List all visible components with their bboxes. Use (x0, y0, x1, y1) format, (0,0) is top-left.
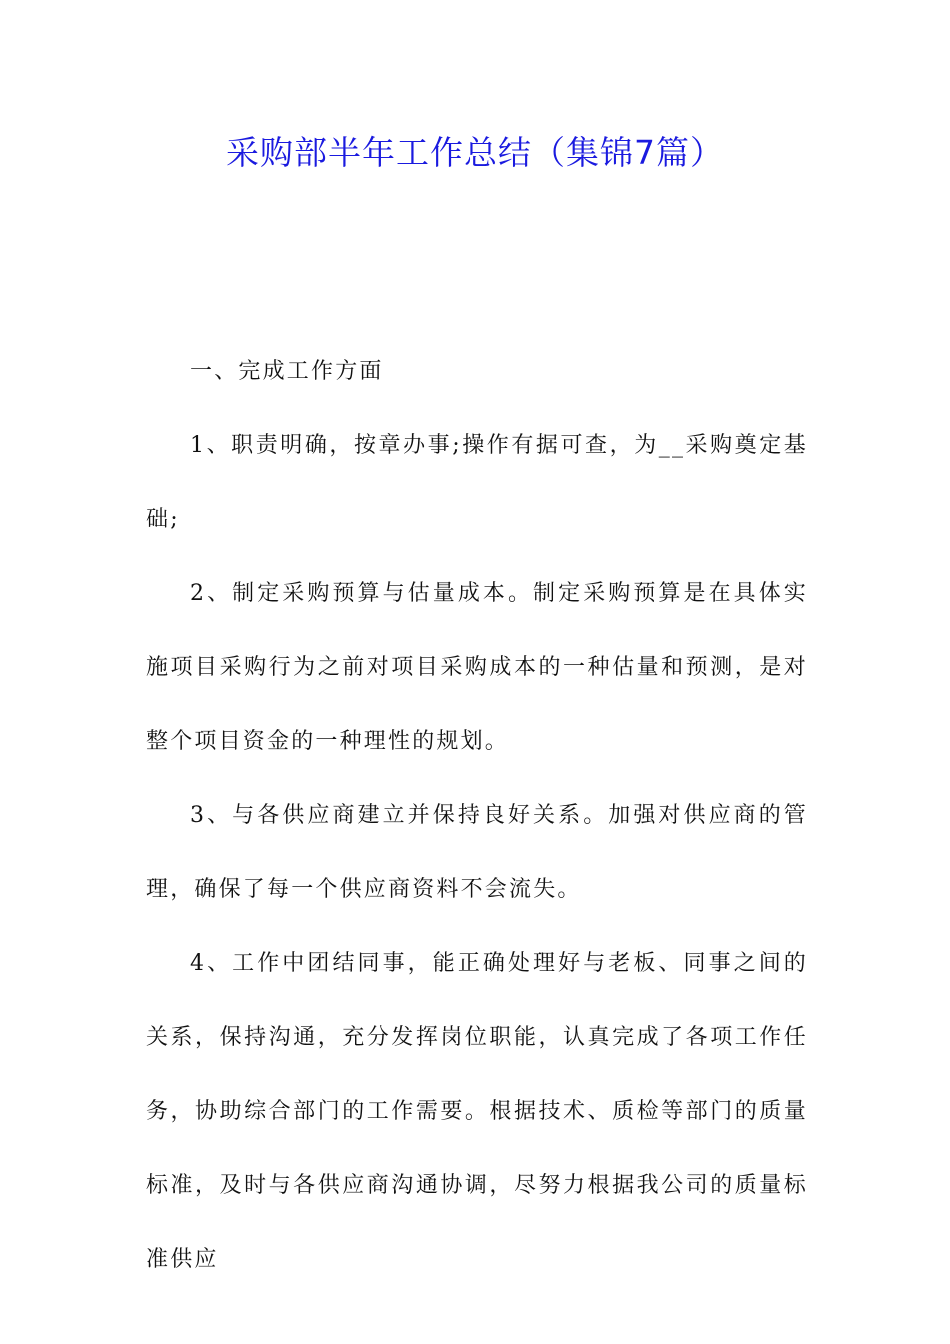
paragraph-item-3: 3、与各供应商建立并保持良好关系。加强对供应商的管理，确保了每一个供应商资料不会流失。 (146, 803, 808, 902)
paragraph-item-2: 2、制定采购预算与估量成本。制定采购预算是在具体实施项目采购行为之前对项目采购成本的一种估量和预测，是对整个项目资金的一种理性的规划。 (146, 581, 808, 754)
paragraph-item-1: 1、职责明确，按章办事;操作有据可查，为__采购奠定基础; (146, 433, 808, 532)
document-title: 采购部半年工作总结（集锦7篇） (226, 133, 724, 172)
paragraph-item-4: 4、工作中团结同事，能正确处理好与老板、同事之间的关系，保持沟通，充分发挥岗位职能，认真完成了各项工作任务，协助综合部门的工作需要。根据技术、质检等部门的质量标准，及时与各供应商沟通协调，尽努力根据我公司的质量标准供应 (146, 951, 808, 1272)
document-body (146, 335, 808, 1297)
section-heading: 一、完成工作方面 (190, 359, 384, 384)
